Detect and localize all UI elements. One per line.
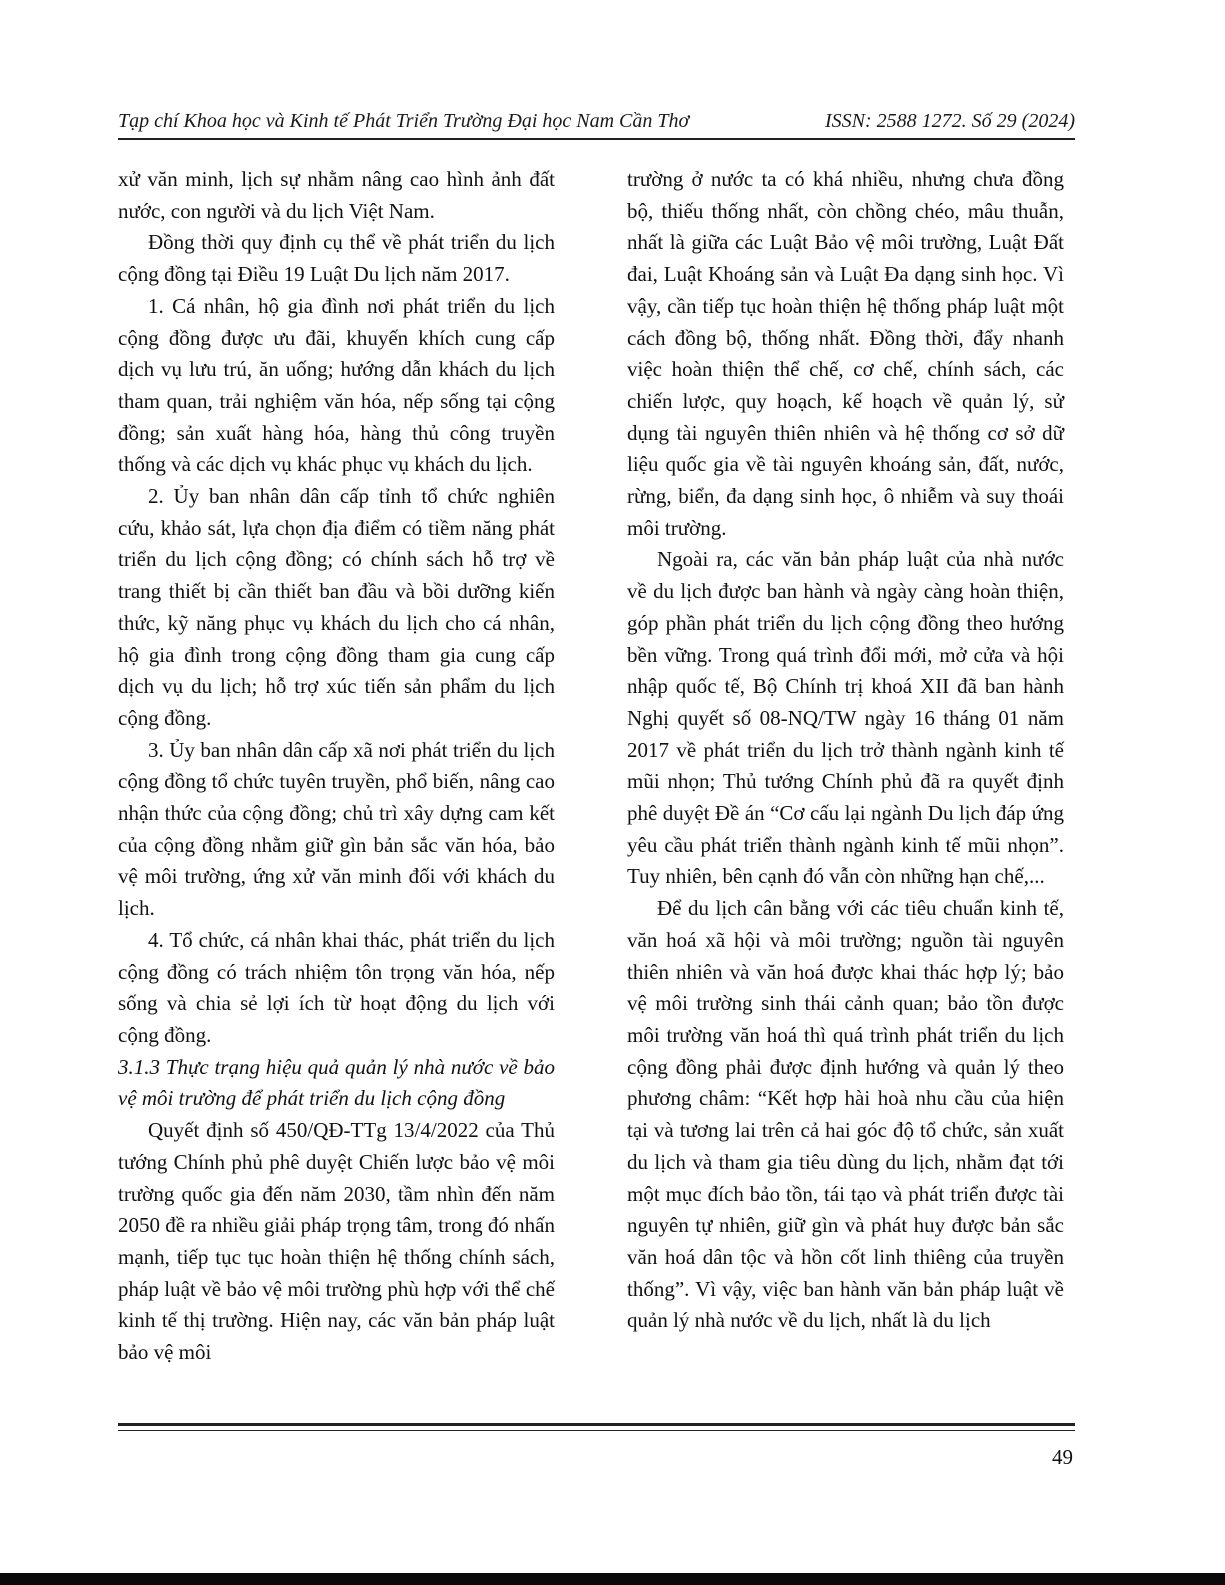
paragraph: Để du lịch cân bằng với các tiêu chuẩn kinh tế, văn hoá xã hội và môi trường; nguồn tài nguyên thiên nhiên và văn hoá được khai thác hợp lý; bảo vệ môi trường sinh thái cảnh quan; bảo tồn được môi trường văn hoá thì quá trình phát triển du lịch cộng đồng phải được định hướng và quản lý theo phương châm: “Kết hợp hài hoà nhu cầu của hiện tại và tương lai trên cả hai góc độ tổ chức, sản xuất du lịch và tham gia tiêu dùng du lịch, nhằm đạt tới một mục đích bảo tồn, tái tạo và phát triển được tài nguyên tự nhiên, giữ gìn và phát huy được bản sắc văn hoá dân tộc và hồn cốt linh thiêng của truyền thống”. Vì vậy, việc ban hành văn bản pháp luật về quản lý nhà nước về du lịch, nhất là du lịch xyxy=(627,896,1064,1333)
paragraph: 3. Ủy ban nhân dân cấp xã nơi phát triển du lịch cộng đồng tổ chức tuyên truyền, phổ biến, nâng cao nhận thức của cộng đồng; chủ trì xây dựng cam kết của cộng đồng nhằm giữ gìn bản sắc văn hóa, bảo vệ môi trường, ứng xử văn minh đối với khách du lịch. xyxy=(118,737,555,921)
header-rule xyxy=(118,138,1075,140)
left-column xyxy=(118,164,555,1369)
paragraph: Quyết định số 450/QĐ-TTg 13/4/2022 của Thủ tướng Chính phủ phê duyệt Chiến lược bảo vệ môi trường quốc gia đến năm 2030, tầm nhìn đến năm 2050 đề ra nhiều giải pháp trọng tâm, trong đó nhấn mạnh, tiếp tục tục hoàn thiện hệ thống chính sách, pháp luật về bảo vệ môi trường phù hợp với thể chế kinh tế thị trường. Hiện nay, các văn bản pháp luật bảo vệ môi xyxy=(118,1118,555,1365)
paragraph: Đồng thời quy định cụ thể về phát triển du lịch cộng đồng tại Điều 19 Luật Du lịch năm 2017. xyxy=(118,230,555,287)
paragraph: 4. Tổ chức, cá nhân khai thác, phát triển du lịch cộng đồng có trách nhiệm tôn trọng văn hóa, nếp sống và chia sẻ lợi ích từ hoạt động du lịch với cộng đồng. xyxy=(118,927,555,1047)
issn-issue: ISSN: 2588 1272. Số 29 (2024) xyxy=(825,110,1075,132)
footer-rule-thick xyxy=(118,1423,1075,1426)
paragraph: 1. Cá nhân, hộ gia đình nơi phát triển du lịch cộng đồng được ưu đãi, khuyến khích cung cấp dịch vụ lưu trú, ăn uống; hướng dẫn khách du lịch tham quan, trải nghiệm văn hóa, nếp sống tại cộng đồng; sản xuất hàng hóa, hàng thủ công truyền thống và các dịch vụ khác phục vụ khách du lịch. xyxy=(118,293,555,477)
paragraph: Ngoài ra, các văn bản pháp luật của nhà nước về du lịch được ban hành và ngày càng hoàn thiện, góp phần phát triển du lịch cộng đồng theo hướng bền vững. Trong quá trình đổi mới, mở cửa và hội nhập quốc tế, Bộ Chính trị khoá XII đã ban hành Nghị quyết số 08-NQ/TW ngày 16 tháng 01 năm 2017 về phát triển du lịch trở thành ngành kinh tế mũi nhọn; Thủ tướng Chính phủ đã ra quyết định phê duyệt Đề án “Cơ cấu lại ngành Du lịch đáp ứng yêu cầu phát triển thành ngành kinh tế mũi nhọn”. Tuy nhiên, bên cạnh đó vẫn còn những hạn chế,... xyxy=(627,547,1064,889)
page-number: 49 xyxy=(1052,1445,1073,1469)
paragraph: trường ở nước ta có khá nhiều, nhưng chưa đồng bộ, thiếu thống nhất, còn chồng chéo, mâu thuẫn, nhất là giữa các Luật Bảo vệ môi trường, Luật Đất đai, Luật Khoáng sản và Luật Đa dạng sinh học. Vì vậy, cần tiếp tục hoàn thiện hệ thống pháp luật một cách đồng bộ, thống nhất. Đồng thời, đẩy nhanh việc hoàn thiện thể chế, cơ chế, chính sách, các chiến lược, quy hoạch, kế hoạch về quản lý, sử dụng tài nguyên thiên nhiên và hệ thống cơ sở dữ liệu quốc gia về tài nguyên khoáng sản, đất, nước, rừng, biển, đa dạng sinh học, ô nhiễm và suy thoái môi trường. xyxy=(627,167,1064,540)
section-heading: 3.1.3 Thực trạng hiệu quả quản lý nhà nước về bảo vệ môi trường để phát triển du lịch cộng đồng xyxy=(118,1054,555,1111)
paragraph: 2. Ủy ban nhân dân cấp tỉnh tổ chức nghiên cứu, khảo sát, lựa chọn địa điểm có tiềm năng phát triển du lịch cộng đồng; có chính sách hỗ trợ về trang thiết bị cần thiết ban đầu và bồi dưỡng kiến thức, kỹ năng phục vụ khách du lịch cho cá nhân, hộ gia đình trong cộng đồng tham gia cung cấp dịch vụ du lịch; hỗ trợ xúc tiến sản phẩm du lịch cộng đồng. xyxy=(118,484,555,730)
paragraph: xử văn minh, lịch sự nhằm nâng cao hình ảnh đất nước, con người và du lịch Việt Nam. xyxy=(118,167,555,223)
journal-title: Tạp chí Khoa học và Kinh tế Phát Triển Trường Đại học Nam Cần Thơ xyxy=(118,110,690,132)
scan-bottom-edge xyxy=(0,1573,1225,1585)
footer-rule-thin xyxy=(118,1430,1075,1431)
running-header xyxy=(118,104,1075,134)
right-column xyxy=(627,164,1064,1337)
